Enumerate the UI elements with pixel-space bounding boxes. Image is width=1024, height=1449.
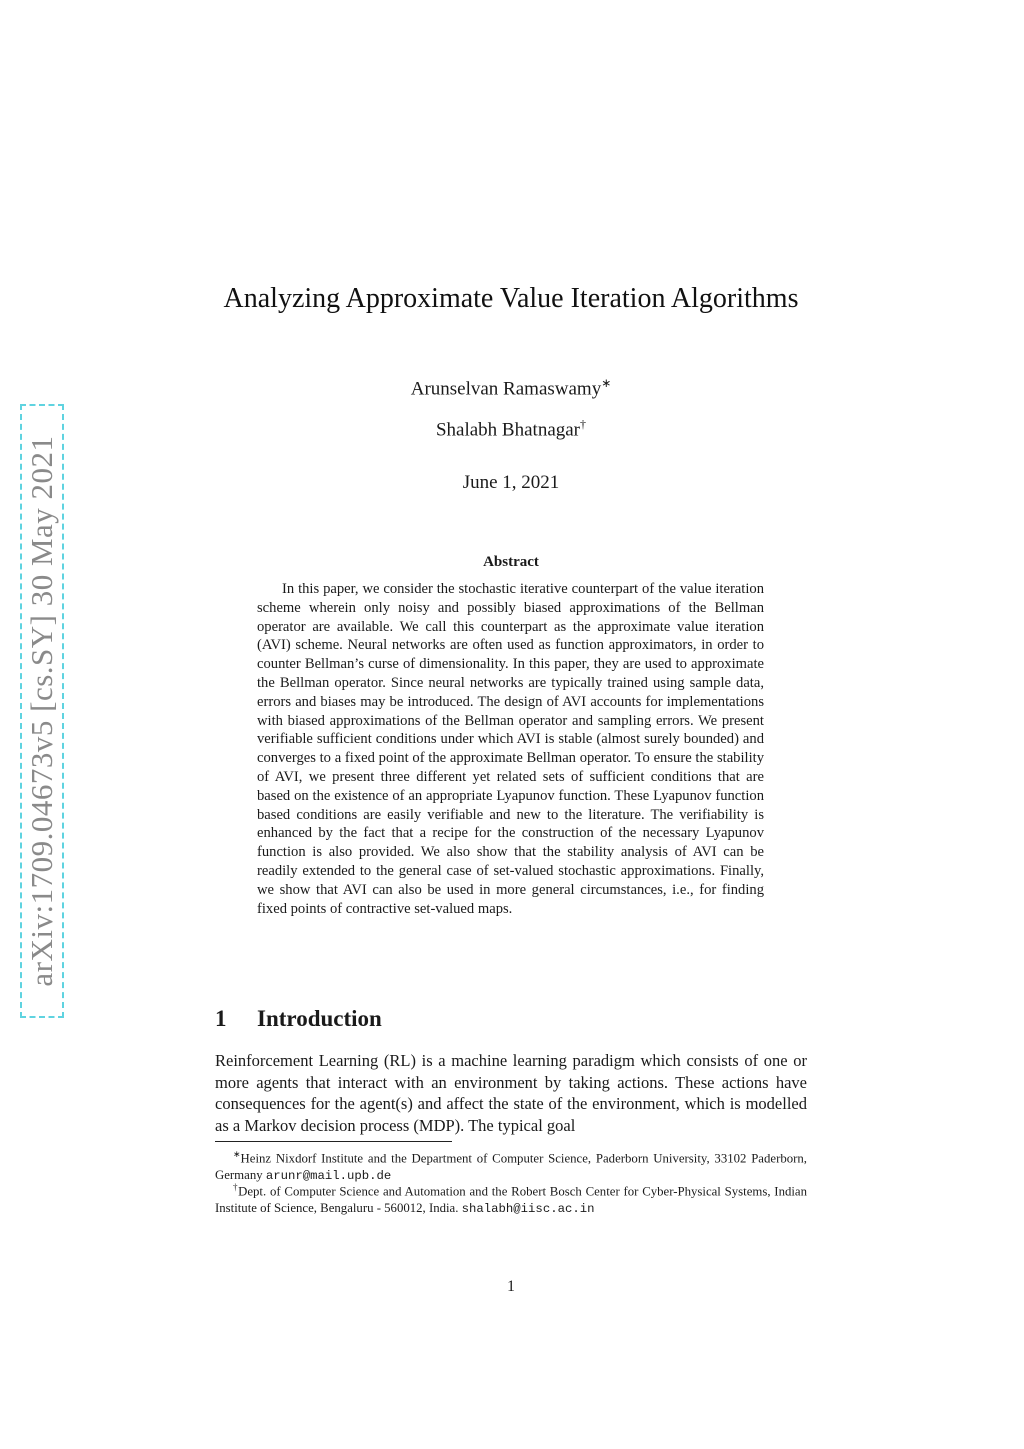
footnote-1-email[interactable]: arunr@mail.upb.de <box>265 1168 392 1183</box>
section-number: 1 <box>215 1006 227 1031</box>
author-1-footnote-mark[interactable]: ∗ <box>601 376 612 390</box>
paper-title: Analyzing Approximate Value Iteration Algorithms <box>223 283 799 314</box>
footnote-2-text: Dept. of Computer Science and Automation and the Robert Bosch Center for Cyber-Physical Systems, Indian Institute of Science, Bengaluru - 560012, India. <box>215 1184 807 1215</box>
arxiv-stamp <box>20 404 64 1018</box>
section-heading <box>215 1006 382 1032</box>
footnote-2 <box>215 1179 807 1217</box>
section-title: Introduction <box>257 1006 382 1031</box>
footnote-1-text: Heinz Nixdorf Institute and the Department of Computer Science, Paderborn University, 33102 Paderborn, Germany <box>215 1151 807 1182</box>
footnote-1-mark: ∗ <box>233 1149 241 1159</box>
footnote-2-mark: † <box>233 1182 239 1192</box>
abstract-text: In this paper, we consider the stochastic iterative counterpart of the value iteration scheme wherein only noisy and possibly biased approximations of the Bellman operator are available. We call this counterpart as the approximate value iteration (AVI) scheme. Neural networks are often used as function approximators, in order to counter Bellman’s curse of dimensionality. In this paper, they are used to approximate the Bellman operator. Since neural networks are typically trained using sample data, errors and biases may be introduced. The design of AVI accounts for implementations with biased approximations of the Bellman operator and sampling errors. We present verifiable sufficient conditions under which AVI is stable (almost surely bounded) and converges to a fixed point of the approximate Bellman operator. To ensure the stability of AVI, we present three different yet related sets of sufficient conditions that are based on the existence of an appropriate Lyapunov function. These Lyapunov function based conditions are easily verifiable and new to the literature. The verifiability is enhanced by the fact that a recipe for the construction of the necessary Lyapunov function is also provided. We also show that the stability analysis of AVI can be readily extended to the general case of set-valued stochastic approximations. Finally, we show that AVI can also be used in more general circumstances, i.e., for finding fixed points of contractive set-valued maps. <box>257 581 764 917</box>
author-2-footnote-mark[interactable]: † <box>580 417 587 431</box>
author-2 <box>215 417 807 441</box>
arxiv-stamp-text: arXiv:1709.04673v5 [cs.SY] 30 May 2021 <box>24 435 59 987</box>
author-1-name: Arunselvan Ramaswamy <box>410 378 602 400</box>
page-number: 1 <box>507 1278 515 1295</box>
abstract-heading: Abstract <box>483 554 539 570</box>
paper-date: June 1, 2021 <box>462 472 560 493</box>
introduction-text: Reinforcement Learning (RL) is a machine learning paradigm which consists of one or more agents that interact with an environment by taking actions. These actions have consequences for the agent(s) and affect the state of the environment, which is modelled as a Markov decision process (MDP). The typical goal <box>215 1051 807 1135</box>
footnote-2-email[interactable]: shalabh@iisc.ac.in <box>461 1201 595 1216</box>
author-2-name: Shalabh Bhatnagar <box>435 419 581 441</box>
footnote-rule <box>215 1141 452 1142</box>
author-1 <box>215 376 807 400</box>
